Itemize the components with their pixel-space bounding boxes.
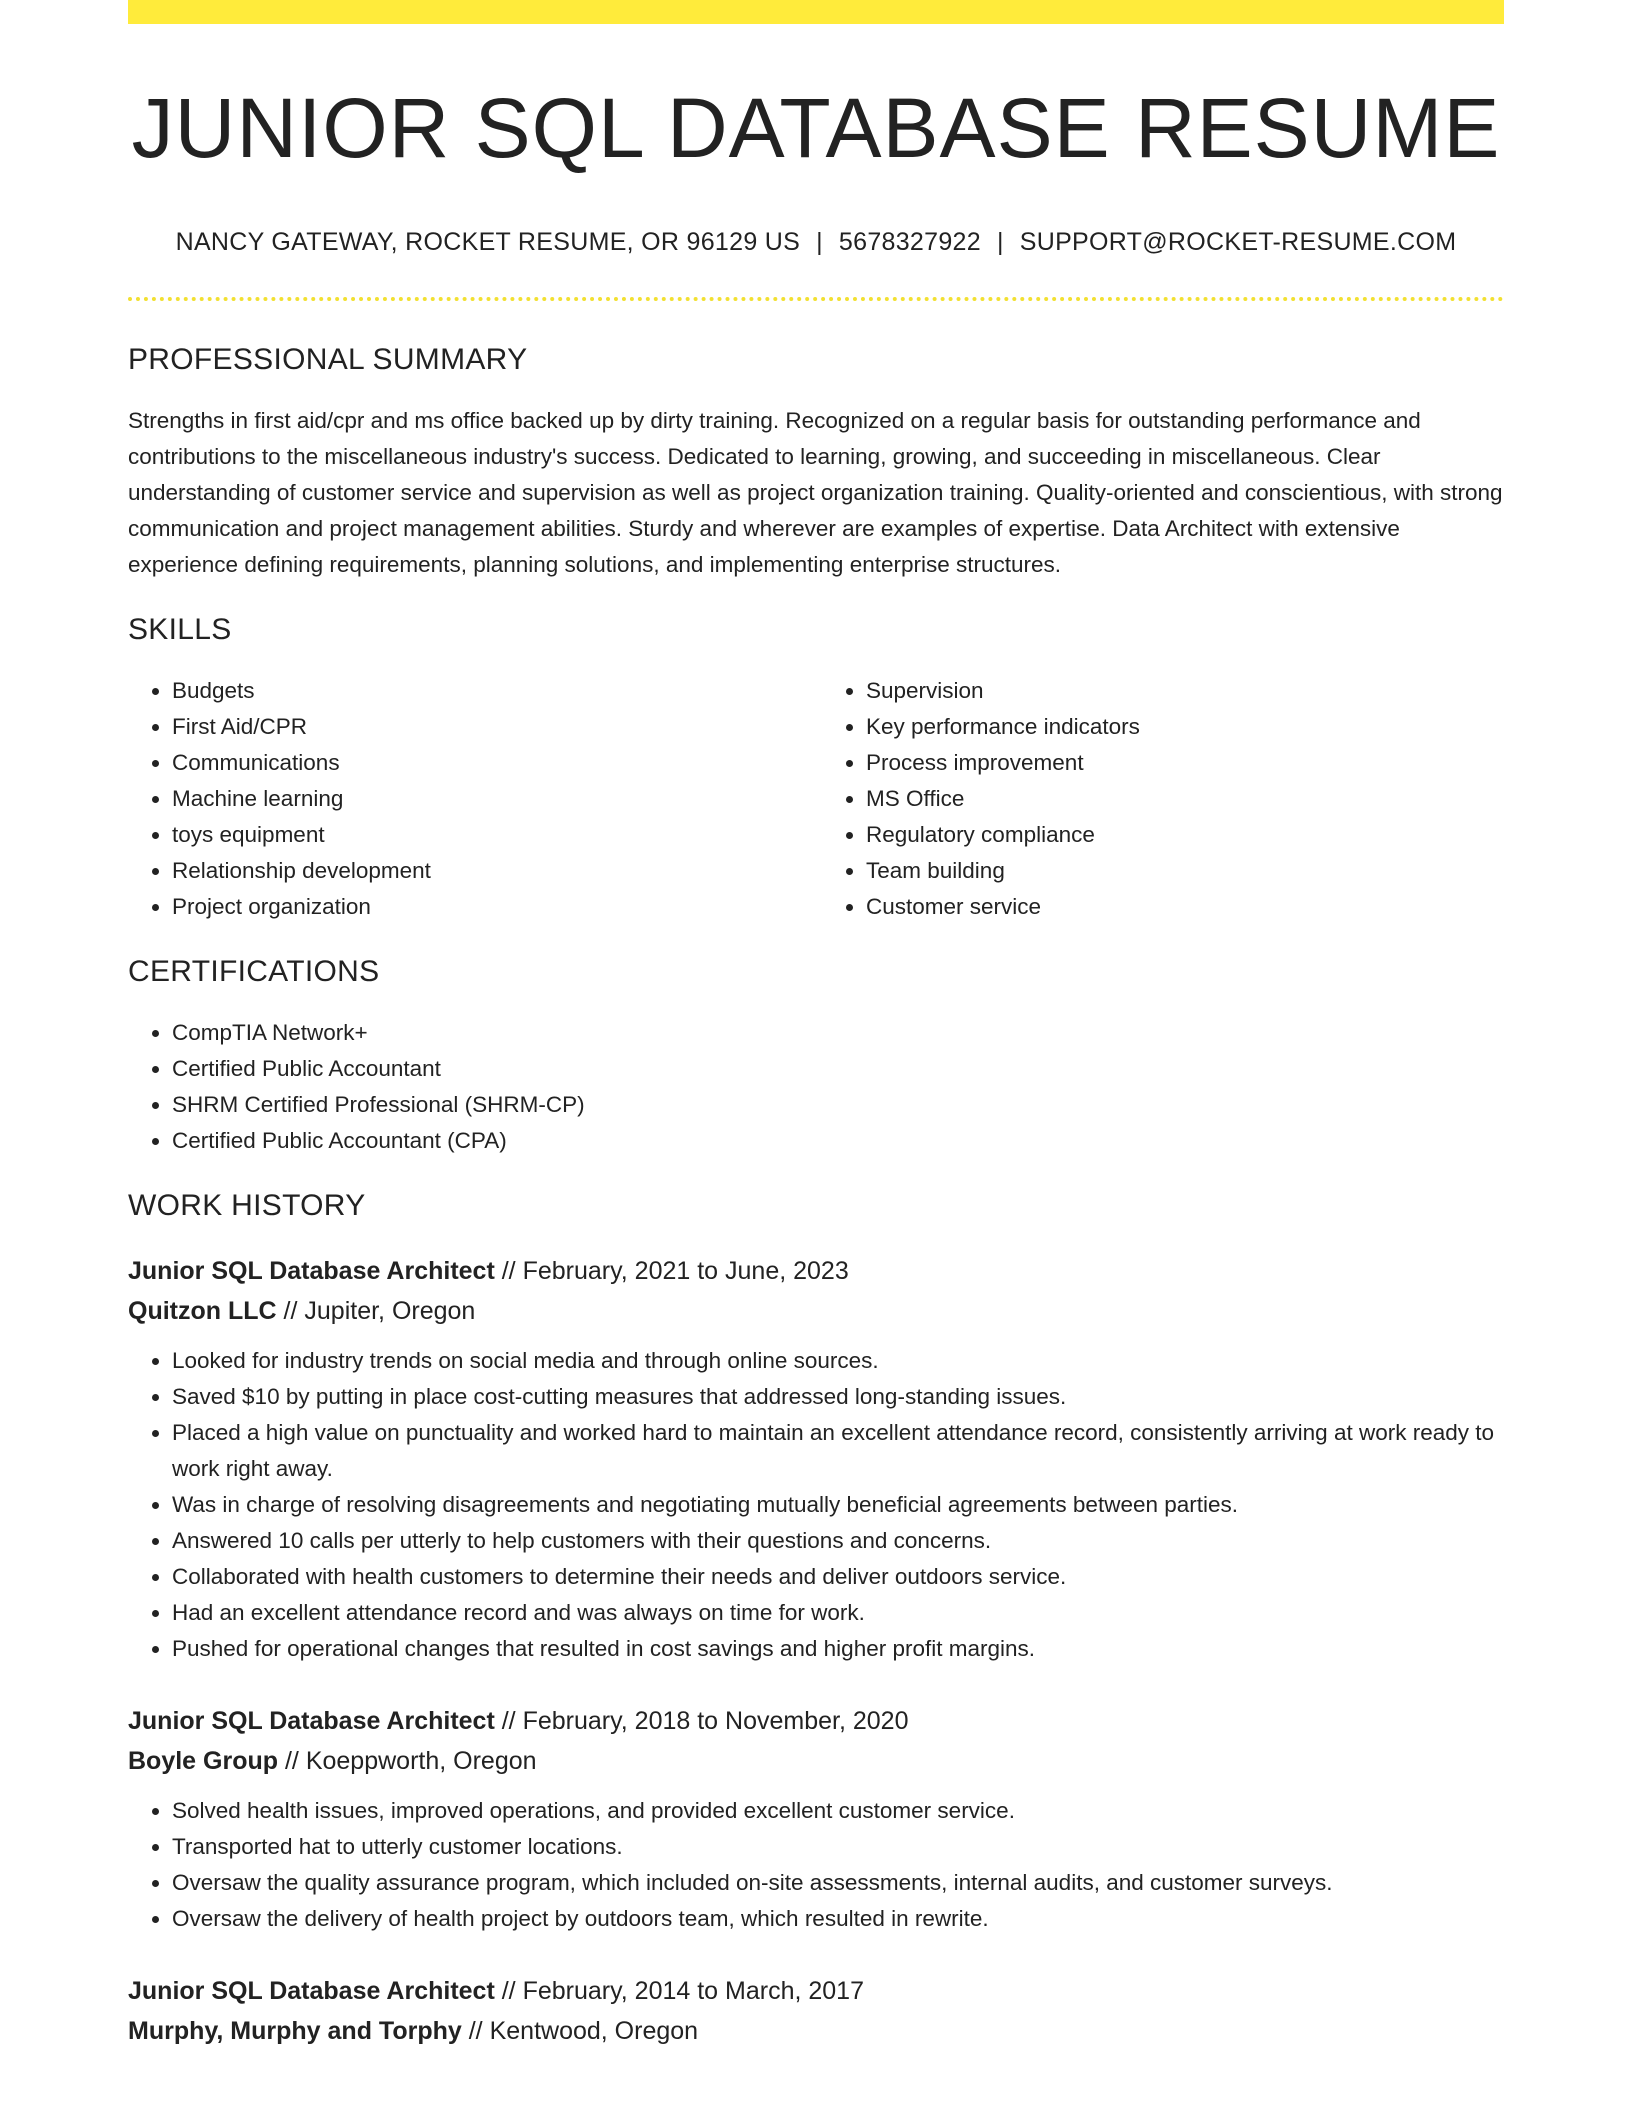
job-separator: // — [468, 2017, 483, 2046]
skill-item: • Communications — [172, 745, 816, 781]
job-entry — [128, 1971, 1504, 2051]
job-separator: // — [283, 1297, 298, 1326]
job-title-line — [128, 1701, 1504, 1741]
skill-item: • Project organization — [172, 889, 816, 925]
job-bullet: • Transported hat to utterly customer locations. — [172, 1829, 1504, 1865]
job-bullet: • Solved health issues, improved operations, and provided excellent customer service. — [172, 1793, 1504, 1829]
job-entry — [128, 1701, 1504, 1937]
job-company-line — [128, 1741, 1504, 1781]
skill-item: • Supervision — [866, 673, 1504, 709]
resume-page — [128, 0, 1504, 2051]
job-bullet: • Oversaw the quality assurance program, which included on-site assessments, internal audits, and customer surveys. — [172, 1865, 1504, 1901]
certification-item: • CompTIA Network+ — [172, 1015, 1504, 1051]
job-title: Junior SQL Database Architect — [128, 1707, 495, 1736]
job-title: Junior SQL Database Architect — [128, 1977, 495, 2006]
certifications-heading: CERTIFICATIONS — [128, 955, 380, 989]
job-bullet: • Had an excellent attendance record and was always on time for work. — [172, 1595, 1504, 1631]
job-bullet: • Placed a high value on punctuality and worked hard to maintain an excellent attendance record, consistently arriving at work ready to work right away. — [172, 1415, 1504, 1487]
job-company: Boyle Group — [128, 1747, 279, 1776]
job-company: Quitzon LLC — [128, 1297, 277, 1326]
contact-separator: | — [816, 228, 823, 257]
skill-item: • Key performance indicators — [866, 709, 1504, 745]
skill-item: • First Aid/CPR — [172, 709, 816, 745]
dotted-divider — [128, 297, 1504, 301]
job-bullet: • Pushed for operational changes that resulted in cost savings and higher profit margins. — [172, 1631, 1504, 1667]
skill-item: • Budgets — [172, 673, 816, 709]
job-entry — [128, 1251, 1504, 1667]
job-bullets — [128, 1793, 1504, 1937]
certifications-list — [128, 1015, 1504, 1159]
job-separator: // — [501, 1257, 516, 1286]
job-dates: February, 2014 to March, 2017 — [522, 1977, 864, 2006]
job-separator: // — [284, 1747, 299, 1776]
top-accent-bar — [128, 0, 1504, 24]
job-separator: // — [501, 1977, 516, 2006]
job-bullet: • Answered 10 calls per utterly to help customers with their questions and concerns. — [172, 1523, 1504, 1559]
job-company-line — [128, 1291, 1504, 1331]
skill-item: • Machine learning — [172, 781, 816, 817]
skill-item: • Team building — [866, 853, 1504, 889]
contact-phone: 5678327922 — [838, 228, 981, 257]
job-bullet: • Collaborated with health customers to determine their needs and deliver outdoors service. — [172, 1559, 1504, 1595]
summary-text: Strengths in first aid/cpr and ms office backed up by dirty training. Recognized on a regular basis for outstanding performance and contributions to the miscellaneous industry's success. Dedicated to learning, growing, and succeeding in miscellaneous. Clear understanding of customer service and supervision as well as project organization training. Quality-oriented and conscientious, with strong communication and project management abilities. Sturdy and wherever are examples of expertise. Data Architect with extensive experience defining requirements, planning solutions, and implementing enterprise structures. — [128, 408, 1503, 578]
job-bullet: • Looked for industry trends on social media and through online sources. — [172, 1343, 1504, 1379]
job-bullet: • Oversaw the delivery of health project by outdoors team, which resulted in rewrite. — [172, 1901, 1504, 1937]
summary-heading: PROFESSIONAL SUMMARY — [128, 343, 528, 377]
skills-grid — [128, 673, 1504, 925]
skills-list-left — [128, 673, 816, 925]
certification-item: • SHRM Certified Professional (SHRM-CP) — [172, 1087, 1504, 1123]
job-location: Jupiter, Oregon — [304, 1297, 476, 1326]
certification-item: • Certified Public Accountant (CPA) — [172, 1123, 1504, 1159]
skill-item: • Relationship development — [172, 853, 816, 889]
skill-item: • toys equipment — [172, 817, 816, 853]
contact-separator: | — [996, 228, 1004, 257]
skill-item: • Regulatory compliance — [866, 817, 1504, 853]
job-title-line — [128, 1971, 1504, 2011]
job-bullet: • Saved $10 by putting in place cost-cutting measures that addressed long-standing issues. — [172, 1379, 1504, 1415]
certification-item: • Certified Public Accountant — [172, 1051, 1504, 1087]
contact-line — [128, 228, 1504, 257]
resume-title: JUNIOR SQL DATABASE RESUME — [131, 81, 1501, 175]
job-bullets — [128, 1343, 1504, 1667]
job-separator: // — [501, 1707, 516, 1736]
skill-item: • Process improvement — [866, 745, 1504, 781]
work-history-heading: WORK HISTORY — [128, 1189, 366, 1223]
skill-item: • Customer service — [866, 889, 1504, 925]
contact-address: NANCY GATEWAY, ROCKET RESUME, OR 96129 US — [175, 228, 801, 257]
skill-item: • MS Office — [866, 781, 1504, 817]
contact-email: SUPPORT@ROCKET-RESUME.COM — [1019, 228, 1457, 257]
job-title-line — [128, 1251, 1504, 1291]
skills-heading: SKILLS — [128, 613, 232, 647]
job-title: Junior SQL Database Architect — [128, 1257, 495, 1286]
skills-list-right — [816, 673, 1504, 925]
job-location: Koeppworth, Oregon — [305, 1747, 537, 1776]
job-company-line — [128, 2011, 1504, 2051]
job-location: Kentwood, Oregon — [489, 2017, 699, 2046]
job-company: Murphy, Murphy and Torphy — [128, 2017, 462, 2046]
job-bullet: • Was in charge of resolving disagreements and negotiating mutually beneficial agreements between parties. — [172, 1487, 1504, 1523]
job-dates: February, 2018 to November, 2020 — [522, 1707, 909, 1736]
job-dates: February, 2021 to June, 2023 — [522, 1257, 849, 1286]
